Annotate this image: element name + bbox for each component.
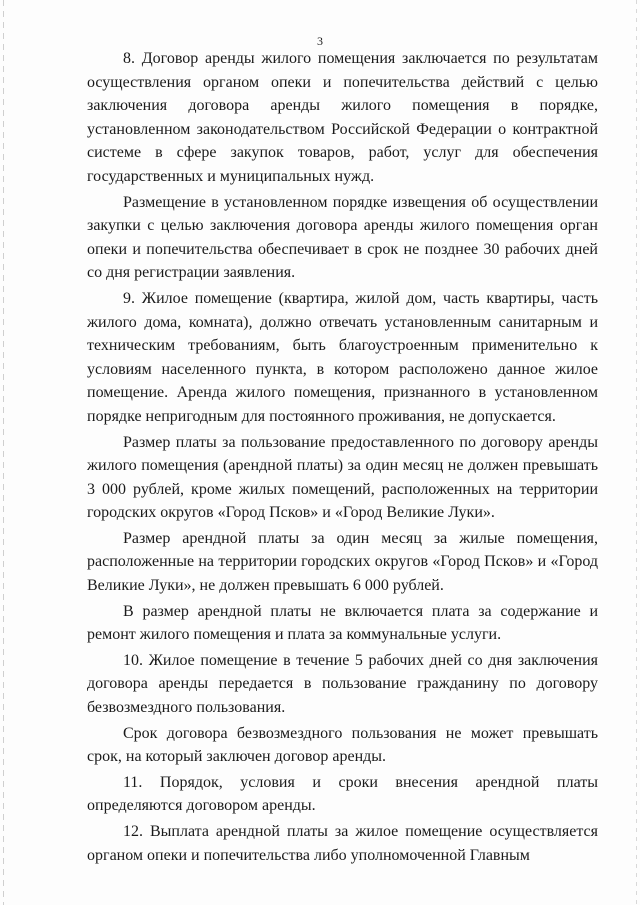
paragraph-8: 8. Договор аренды жилого помещения заключается по результатам осуществления органом опеки и попечительства действий с целью заключения договора аренды жилого помещения в порядке, установленном законодательством Российской Федерации о контрактной системе в сфере закупок товаров, работ, услуг для обеспечения государственных и муниципальных нужд.: [87, 50, 598, 185]
paragraph-9-rent-limit: Размер платы за пользование предоставленного по договору аренды жилого помещения (арендной платы) за один месяц не должен превышать 3 000 рублей, кроме жилых помещений, расположенных на территории городских округов «Город Псков» и «Город Великие Луки».: [87, 433, 598, 522]
paragraph-9-rent-exclusions: В размер арендной платы не включается плата за содержание и ремонт жилого помещения и плата за коммунальные услуги.: [87, 602, 598, 644]
document-body: [87, 47, 598, 867]
scan-edge-right: [636, 0, 637, 905]
paragraph-10-term: Срок договора безвозмездного пользования не может превышать срок, на который заключен договор аренды.: [87, 724, 598, 766]
paragraph-10: 10. Жилое помещение в течение 5 рабочих дней со дня заключения договора аренды передается в пользование гражданину по договору безвозмездного пользования.: [87, 651, 598, 717]
page-number: 3: [317, 34, 323, 48]
paragraph-12: 12. Выплата арендной платы за жилое помещение осуществляется органом опеки и попечительства либо уполномоченной Главным: [87, 823, 598, 864]
paragraph-8-placement: Размещение в установленном порядке извещения об осуществлении закупки с целью заключения договора аренды жилого помещения орган опеки и попечительства обеспечивает в срок не позднее 30 рабочих дней со дня регистрации заявления.: [87, 193, 598, 282]
scan-edge-left: [3, 0, 4, 905]
paragraph-9-rent-limit-cities: Размер арендной платы за один месяц за жилые помещения, расположенные на территории городских округов «Город Псков» и «Город Великие Луки», не должен превышать 6 000 рублей.: [87, 529, 598, 595]
paragraph-9: 9. Жилое помещение (квартира, жилой дом, часть квартиры, часть жилого дома, комната), должно отвечать установленным санитарным и техническим требованиям, быть благоустроенным применительно к условиям населенного пункта, в котором расположено данное жилое помещение. Аренда жилого помещения, признанного в установленном порядке непригодным для постоянного проживания, не допускается.: [87, 289, 598, 425]
paragraph-11: 11. Порядок, условия и сроки внесения арендной платы определяются договором аренды.: [87, 773, 598, 815]
